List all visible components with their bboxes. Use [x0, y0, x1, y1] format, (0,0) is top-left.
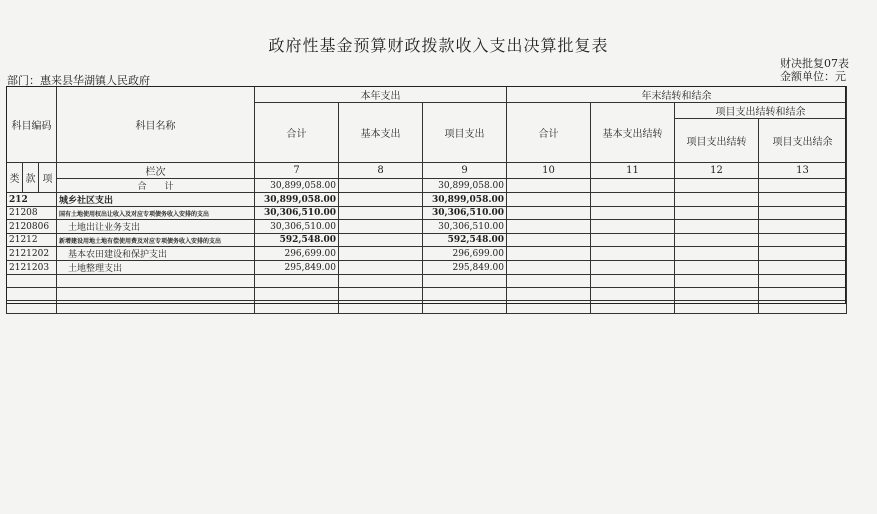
- table-row: [7, 261, 847, 275]
- col-num: 13: [759, 163, 847, 179]
- empty-cell: [591, 179, 675, 193]
- header-project-carryover: 项目支出结转: [675, 119, 759, 163]
- table-row: [7, 193, 847, 207]
- empty-cell: [759, 261, 847, 275]
- header-current-year-expense: 本年支出: [255, 87, 507, 103]
- table-row: [7, 207, 847, 220]
- empty-cell: [507, 220, 591, 234]
- row-total: 296,699.00: [255, 247, 339, 261]
- empty-cell: [675, 179, 759, 193]
- col-num: 8: [339, 163, 423, 179]
- column-row-label: 栏次: [57, 163, 255, 179]
- subject-name: 城乡社区支出: [57, 193, 255, 207]
- unit-label: 金额单位：元: [780, 70, 846, 83]
- header-basic-expense: 基本支出: [339, 103, 423, 163]
- subject-name: 基本农田建设和保护支出: [57, 247, 255, 261]
- empty-cell: [675, 301, 759, 314]
- row-project: 30,306,510.00: [423, 220, 507, 234]
- table-row: [7, 220, 847, 234]
- header-subject-code: 科目编码: [7, 87, 57, 163]
- empty-cell: [255, 275, 339, 288]
- empty-cell: [507, 234, 591, 247]
- subject-name: 土地出让业务支出: [57, 220, 255, 234]
- header-kuan: 款: [23, 163, 39, 193]
- row-project: 30,899,058.00: [423, 193, 507, 207]
- empty-cell: [759, 234, 847, 247]
- empty-cell: [759, 220, 847, 234]
- table-row: [7, 301, 847, 314]
- empty-cell: [759, 288, 847, 301]
- col-num: 12: [675, 163, 759, 179]
- empty-cell: [507, 207, 591, 220]
- empty-cell: [675, 261, 759, 275]
- subject-code: 212: [7, 193, 57, 207]
- empty-cell: [57, 301, 255, 314]
- empty-cell: [7, 275, 57, 288]
- empty-cell: [423, 301, 507, 314]
- empty-cell: [591, 193, 675, 207]
- subject-code: 21212: [7, 234, 57, 247]
- header-project-expense: 项目支出: [423, 103, 507, 163]
- empty-cell: [423, 288, 507, 301]
- empty-cell: [759, 193, 847, 207]
- empty-cell: [339, 220, 423, 234]
- subject-name: 土地整理支出: [57, 261, 255, 275]
- row-total: 30,306,510.00: [255, 207, 339, 220]
- header-subject-name: 科目名称: [57, 87, 255, 163]
- row-total: 295,849.00: [255, 261, 339, 275]
- header-project-carryover-group: 项目支出结转和结余: [675, 103, 847, 119]
- subject-name: 国有土地使用权出让收入及对应专项债务收入安排的支出: [57, 207, 255, 220]
- row-project: 592,548.00: [423, 234, 507, 247]
- table-row: [7, 288, 847, 301]
- subject-code: 2121202: [7, 247, 57, 261]
- empty-cell: [591, 275, 675, 288]
- empty-cell: [591, 301, 675, 314]
- header-total2: 合计: [507, 103, 591, 163]
- empty-cell: [759, 207, 847, 220]
- empty-cell: [255, 288, 339, 301]
- empty-cell: [759, 301, 847, 314]
- row-total: 592,548.00: [255, 234, 339, 247]
- empty-cell: [255, 301, 339, 314]
- empty-cell: [675, 247, 759, 261]
- empty-cell: [339, 247, 423, 261]
- subject-name: 新增建设用地土地有偿使用费及对应专项债务收入安排的支出: [57, 234, 255, 247]
- empty-cell: [507, 247, 591, 261]
- form-code: 财决批复07表: [780, 57, 849, 70]
- empty-cell: [339, 234, 423, 247]
- empty-cell: [57, 288, 255, 301]
- empty-cell: [507, 261, 591, 275]
- subject-code: 2121203: [7, 261, 57, 275]
- empty-cell: [339, 207, 423, 220]
- empty-cell: [507, 193, 591, 207]
- empty-cell: [591, 288, 675, 301]
- empty-cell: [675, 220, 759, 234]
- department-label: 部门：惠来县华湖镇人民政府: [7, 74, 150, 87]
- empty-cell: [591, 247, 675, 261]
- table-row: [7, 275, 847, 288]
- empty-cell: [675, 193, 759, 207]
- empty-cell: [7, 288, 57, 301]
- header-total: 合计: [255, 103, 339, 163]
- table-row: [7, 247, 847, 261]
- sum-row-label: 合 计: [57, 179, 255, 193]
- empty-cell: [759, 179, 847, 193]
- empty-cell: [339, 261, 423, 275]
- empty-cell: [339, 288, 423, 301]
- empty-cell: [57, 275, 255, 288]
- page-title: 政府性基金预算财政拨款收入支出决算批复表: [268, 36, 609, 55]
- empty-cell: [423, 275, 507, 288]
- empty-cell: [675, 275, 759, 288]
- empty-cell: [339, 193, 423, 207]
- empty-cell: [759, 247, 847, 261]
- empty-cell: [7, 301, 57, 314]
- col-num: 11: [591, 163, 675, 179]
- row-total: 30,306,510.00: [255, 220, 339, 234]
- budget-table: [6, 86, 847, 314]
- empty-cell: [507, 275, 591, 288]
- empty-cell: [339, 301, 423, 314]
- col-num: 10: [507, 163, 591, 179]
- empty-cell: [591, 220, 675, 234]
- subject-code: 2120806: [7, 220, 57, 234]
- col-num: 9: [423, 163, 507, 179]
- empty-cell: [507, 179, 591, 193]
- empty-cell: [507, 301, 591, 314]
- row-project: 296,699.00: [423, 247, 507, 261]
- empty-cell: [339, 275, 423, 288]
- table-body: [7, 193, 847, 314]
- empty-cell: [675, 288, 759, 301]
- sum-row-project: 30,899,058.00: [423, 179, 507, 193]
- row-project: 30,306,510.00: [423, 207, 507, 220]
- empty-cell: [759, 275, 847, 288]
- empty-cell: [675, 234, 759, 247]
- empty-cell: [675, 207, 759, 220]
- form-meta: [780, 57, 849, 83]
- header-project-balance: 项目支出结余: [759, 119, 847, 163]
- header-basic-carryover: 基本支出结转: [591, 103, 675, 163]
- row-total: 30,899,058.00: [255, 193, 339, 207]
- header-year-end: 年末结转和结余: [507, 87, 847, 103]
- empty-cell: [591, 234, 675, 247]
- empty-cell: [591, 207, 675, 220]
- subject-code: 21208: [7, 207, 57, 220]
- header-xiang: 项: [39, 163, 57, 193]
- empty-cell: [507, 288, 591, 301]
- header-lei: 类: [7, 163, 23, 193]
- empty-cell: [591, 261, 675, 275]
- sum-row-total: 30,899,058.00: [255, 179, 339, 193]
- empty-cell: [339, 179, 423, 193]
- row-project: 295,849.00: [423, 261, 507, 275]
- table-row: [7, 234, 847, 247]
- col-num: 7: [255, 163, 339, 179]
